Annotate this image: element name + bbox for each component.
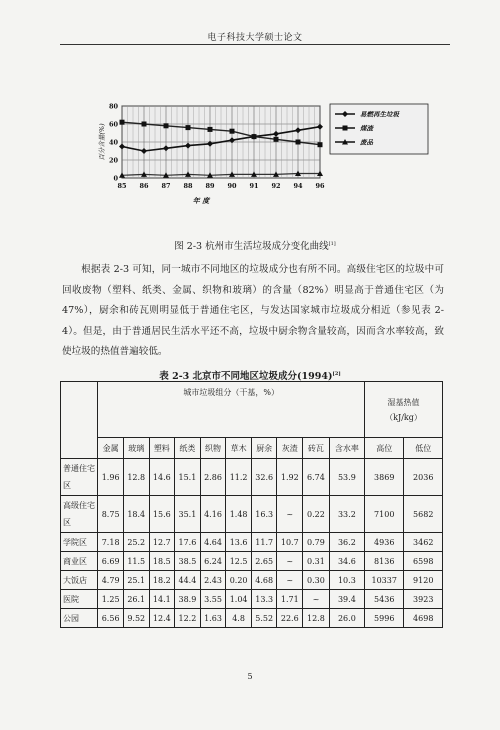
legend-label: 废品 <box>360 138 373 147</box>
table-caption <box>60 368 440 382</box>
table-cell: 0.22 <box>303 496 330 533</box>
table-cell: 6.74 <box>303 459 330 496</box>
table-cell: 4.68 <box>251 571 277 590</box>
header-rule <box>60 44 450 45</box>
table-cell: 33.2 <box>329 496 364 533</box>
table-cell: 1.04 <box>226 590 252 609</box>
x-tick-label: 96 <box>315 182 325 190</box>
table-cell: 3462 <box>404 533 443 552</box>
table-cell: 3923 <box>404 590 443 609</box>
data-point <box>186 125 191 130</box>
table-row <box>61 459 443 496</box>
table-cell: 4.64 <box>200 533 226 552</box>
table-cell: 4.16 <box>200 496 226 533</box>
table-cell: 6598 <box>404 552 443 571</box>
table-cell: 4936 <box>365 533 404 552</box>
x-tick-label: 87 <box>161 182 171 190</box>
table-cell: 44.4 <box>175 571 201 590</box>
data-point <box>142 122 147 127</box>
data-point <box>274 137 279 142</box>
column-header-row <box>61 438 443 459</box>
table-cell: ~ <box>277 552 303 571</box>
table-cell: 22.6 <box>277 609 303 628</box>
table-cell: 10337 <box>365 571 404 590</box>
table-cell: 12.7 <box>149 533 175 552</box>
y-tick-label: 40 <box>108 138 118 147</box>
x-tick-label: 90 <box>227 182 237 190</box>
table-cell: 12.2 <box>175 609 201 628</box>
chart-svg <box>60 98 440 220</box>
table-cell: 6.56 <box>98 609 124 628</box>
table-cell: 1.96 <box>98 459 124 496</box>
table-caption-ref: [2] <box>332 370 341 377</box>
table-cell: 2.86 <box>200 459 226 496</box>
table-cell: 14.1 <box>149 590 175 609</box>
table-cell: 4.79 <box>98 571 124 590</box>
row-label: 医院 <box>61 590 98 609</box>
table-cell: 0.30 <box>303 571 330 590</box>
table-cell: 12.8 <box>303 609 330 628</box>
column-header: 灰渣 <box>277 438 303 459</box>
table-cell: 15.6 <box>149 496 175 533</box>
table-cell: 3.55 <box>200 590 226 609</box>
row-label: 商业区 <box>61 552 98 571</box>
table-caption-text: 表 2-3 北京市不同地区垃圾成分(1994) <box>159 371 333 382</box>
table-cell: 11.2 <box>226 459 252 496</box>
figure-caption-ref: [1] <box>328 240 336 247</box>
x-tick-label: 91 <box>249 182 259 190</box>
x-tick-label: 86 <box>139 182 149 190</box>
table-cell: 38.5 <box>175 552 201 571</box>
figure-caption <box>60 238 450 252</box>
table-cell: 25.1 <box>123 571 149 590</box>
table-cell: 7100 <box>365 496 404 533</box>
table-cell: 18.5 <box>149 552 175 571</box>
table-cell: 5436 <box>365 590 404 609</box>
table-cell: 4.8 <box>226 609 252 628</box>
table-row <box>61 571 443 590</box>
line-chart <box>60 98 440 220</box>
table-cell: 25.2 <box>123 533 149 552</box>
column-header: 砖瓦 <box>303 438 330 459</box>
data-point <box>252 134 257 139</box>
group-header: 城市垃圾组分（干基，%） <box>98 382 365 438</box>
table-cell: 0.20 <box>226 571 252 590</box>
column-header: 纸类 <box>175 438 201 459</box>
table-cell: 1.63 <box>200 609 226 628</box>
table-cell: 36.2 <box>329 533 364 552</box>
figure-caption-text: 图 2-3 杭州市生活垃圾成分变化曲线 <box>174 241 329 252</box>
data-point <box>120 120 125 125</box>
y-tick-label: 60 <box>108 120 118 129</box>
column-header: 低位 <box>404 438 443 459</box>
data-point <box>343 126 348 131</box>
heat-header-unit: （kJ/kg） <box>385 412 422 422</box>
table-cell: 5996 <box>365 609 404 628</box>
table-cell: 39.4 <box>329 590 364 609</box>
table-cell: ~ <box>277 496 303 533</box>
row-label: 学院区 <box>61 533 98 552</box>
data-point <box>208 127 213 132</box>
table-cell: 0.31 <box>303 552 330 571</box>
table-cell: 26.0 <box>329 609 364 628</box>
table-cell: 15.1 <box>175 459 201 496</box>
x-tick-label: 89 <box>205 182 215 190</box>
page-number: 5 <box>247 672 253 681</box>
table-cell: 32.6 <box>251 459 277 496</box>
table-row <box>61 496 443 533</box>
table-cell: 12.8 <box>123 459 149 496</box>
table-cell: 14.6 <box>149 459 175 496</box>
table-cell: 16.3 <box>251 496 277 533</box>
table-cell: 34.6 <box>329 552 364 571</box>
row-label: 普通住宅区 <box>61 459 98 496</box>
table-cell: 2.65 <box>251 552 277 571</box>
table-cell: 1.71 <box>277 590 303 609</box>
table-body <box>61 459 443 628</box>
legend-label: 煤渣 <box>360 124 373 133</box>
table-row <box>61 552 443 571</box>
table-corner-cell <box>61 382 98 459</box>
column-header: 高位 <box>365 438 404 459</box>
composition-table <box>60 381 443 628</box>
y-axis-label: 百分含量(%) <box>98 123 106 161</box>
table-row <box>61 533 443 552</box>
table-cell: 11.5 <box>123 552 149 571</box>
row-label: 高级住宅区 <box>61 496 98 533</box>
column-header: 织物 <box>200 438 226 459</box>
running-header: 电子科技大学硕士论文 <box>207 33 303 43</box>
heat-header-label: 湿基热值 <box>387 397 420 407</box>
table-cell: 3869 <box>365 459 404 496</box>
column-header: 金属 <box>98 438 124 459</box>
legend-label: 易燃再生垃圾 <box>360 110 399 119</box>
column-header: 含水率 <box>329 438 364 459</box>
table-cell: 12.4 <box>149 609 175 628</box>
column-header: 玻璃 <box>123 438 149 459</box>
table-cell: 1.25 <box>98 590 124 609</box>
column-header: 厨余 <box>251 438 277 459</box>
body-paragraph-text: 根据表 2-3 可知，同一城市不同地区的垃圾成分也有所不同。高级住宅区的垃圾中可回收废物（塑料、纸类、金属、织物和玻璃）的含量（82%）明显高于普通住宅区（为 47%），厨余和砖瓦则明显低于普通住宅区，与发达国家城市垃圾成分相近（参见表 2-4）。但是，由于普通居民生活水平还不高，垃圾中厨余物含量较高，因而含水率较高，致使垃圾的热值普遍较低。 <box>62 264 444 357</box>
table-row <box>61 590 443 609</box>
table-cell: 4698 <box>404 609 443 628</box>
table-cell: 17.6 <box>175 533 201 552</box>
table-cell: 8.75 <box>98 496 124 533</box>
data-point <box>164 123 169 128</box>
table-cell: 2036 <box>404 459 443 496</box>
data-point <box>296 140 301 145</box>
x-tick-label: 85 <box>117 182 127 190</box>
x-tick-label: 94 <box>293 182 303 190</box>
table-cell: 13.6 <box>226 533 252 552</box>
table-cell: 7.18 <box>98 533 124 552</box>
table-cell: 13.3 <box>251 590 277 609</box>
table-cell: 38.9 <box>175 590 201 609</box>
x-tick-label: 92 <box>271 182 281 190</box>
table-cell: 5682 <box>404 496 443 533</box>
table-cell: 9120 <box>404 571 443 590</box>
table-cell: 6.69 <box>98 552 124 571</box>
table-cell: ~ <box>303 590 330 609</box>
table-cell: 26.1 <box>123 590 149 609</box>
data-point <box>230 129 235 134</box>
table-cell: 8136 <box>365 552 404 571</box>
x-axis-label: 年 度 <box>192 196 210 205</box>
y-tick-label: 0 <box>113 174 118 183</box>
table-cell: 53.9 <box>329 459 364 496</box>
column-header: 塑料 <box>149 438 175 459</box>
table-cell: 10.7 <box>277 533 303 552</box>
data-point <box>318 142 323 147</box>
table-cell: 9.52 <box>123 609 149 628</box>
table-cell: 1.92 <box>277 459 303 496</box>
table-cell: 0.79 <box>303 533 330 552</box>
x-tick-label: 88 <box>183 182 193 190</box>
table-cell: 1.48 <box>226 496 252 533</box>
table-cell: 18.4 <box>123 496 149 533</box>
body-paragraph <box>62 260 444 363</box>
table-cell: 18.2 <box>149 571 175 590</box>
row-label: 大饭店 <box>61 571 98 590</box>
table-cell: 11.7 <box>251 533 277 552</box>
column-header: 草木 <box>226 438 252 459</box>
table-cell: 35.1 <box>175 496 201 533</box>
table-cell: 12.5 <box>226 552 252 571</box>
y-tick-label: 20 <box>108 156 118 165</box>
table-cell: 6.24 <box>200 552 226 571</box>
row-label: 公园 <box>61 609 98 628</box>
table-cell: 5.52 <box>251 609 277 628</box>
y-tick-label: 80 <box>108 102 118 111</box>
table-cell: 10.3 <box>329 571 364 590</box>
heat-header <box>365 382 443 438</box>
table-row <box>61 609 443 628</box>
table-cell: 2.43 <box>200 571 226 590</box>
table-cell: ~ <box>277 571 303 590</box>
